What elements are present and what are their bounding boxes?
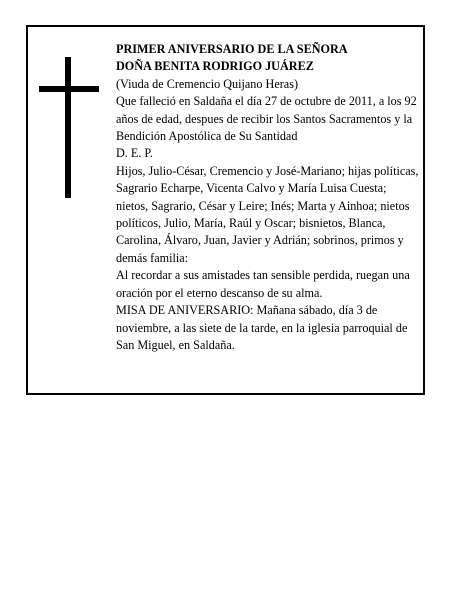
notice-title-line2: DOÑA BENITA RODRIGO JUÁREZ bbox=[116, 59, 314, 74]
cross-vertical-bar bbox=[65, 57, 71, 198]
remembrance-text: Al recordar a sus amistades tan sensible perdida, ruegan una oración por el eterno descanso de su alma. bbox=[116, 268, 410, 300]
widow-note: (Viuda de Cremencio Quijano Heras) bbox=[116, 76, 299, 91]
cross-horizontal-bar bbox=[39, 86, 99, 92]
rip-text: D. E. P. bbox=[116, 146, 153, 161]
cross-icon bbox=[39, 57, 99, 198]
death-info: Que falleció en Saldaña el día 27 de octubre de 2011, a los 92 años de edad, despues de recibir los Santos Sacramentos y la Bendición Apostólica de Su Santidad bbox=[116, 94, 417, 144]
mass-info: MISA DE ANIVERSARIO: Mañana sábado, día 3 de noviembre, a las siete de la tarde, en la iglesia parroquial de San Miguel, en Saldaña. bbox=[116, 303, 408, 352]
notice-title-line1: PRIMER ANIVERSARIO DE LA SEÑORA bbox=[116, 42, 348, 56]
notice-body bbox=[116, 41, 421, 354]
obituary-notice bbox=[26, 25, 425, 395]
family-list: Hijos, Julio-César, Cremencio y José-Mariano; hijas políticas, Sagrario Echarpe, Vicenta Calvo y María Luisa Cuesta; nietos, Sagrario, César y Leire; Inés; Marta y Ainhoa; nietos políticos, Julio, María, Raúl y Oscar; bisnietos, Blanca, Carolina, Álvaro, Juan, Javier y Adrián; sobrinos, primos y demás familia: bbox=[116, 163, 419, 265]
